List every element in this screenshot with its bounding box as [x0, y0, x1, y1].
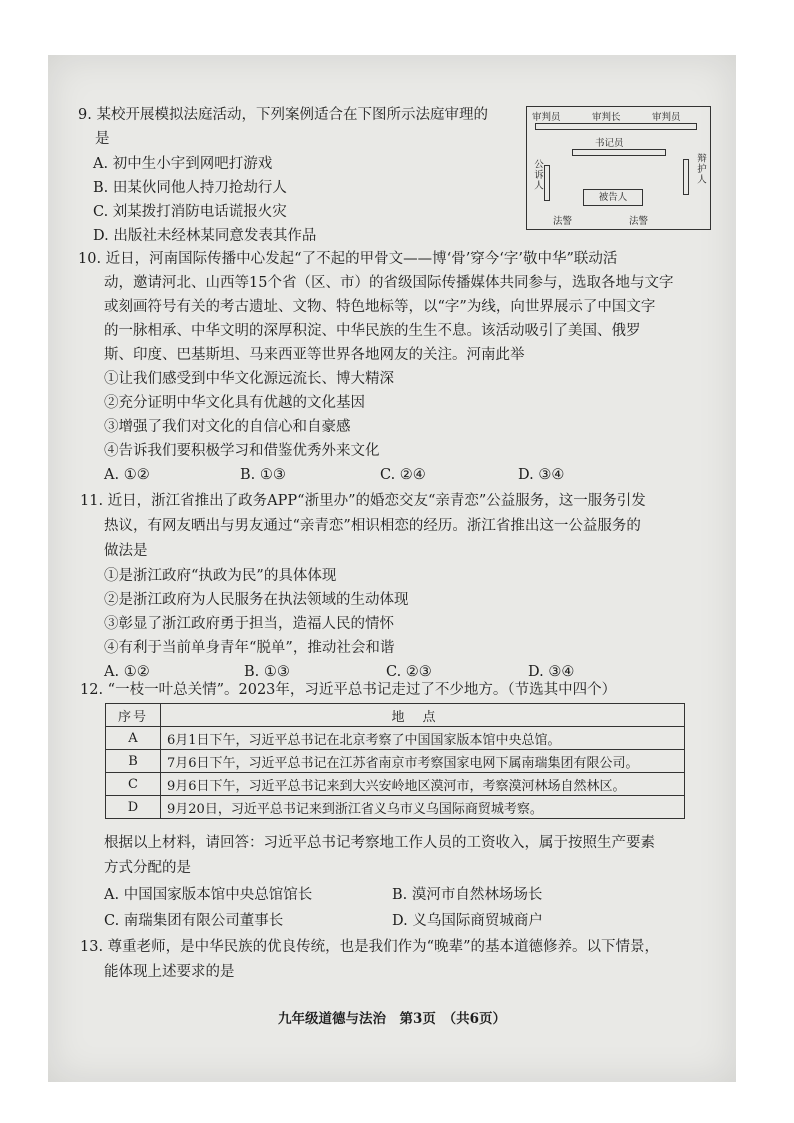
q11-option-a: A. ①②	[104, 664, 150, 680]
defender-desk	[683, 159, 689, 195]
court-police-left: 法警	[553, 216, 573, 227]
q10-option-c: C. ②④	[380, 467, 426, 483]
q12-stem: 12. “一枝一叶总关情”。2023年，习近平总书记走过了不少地方。（节选其中四个）	[80, 682, 617, 698]
q12-ask-line2: 方式分配的是	[104, 860, 191, 876]
table-cell-place: 9月6日下午，习近平总书记来到大兴安岭地区漠河市，考察漠河林场自然林区。	[161, 773, 685, 796]
q9-option-b: B. 田某伙同他人持刀抢劫行人	[93, 180, 287, 196]
q10-statement-4: ④告诉我们要积极学习和借鉴优秀外来文化	[104, 443, 380, 459]
judges-bench	[535, 123, 697, 130]
table-row	[106, 773, 685, 796]
q11-statement-3: ③彰显了浙江政府勇于担当，造福人民的情怀	[104, 616, 394, 632]
q10-stem-line4: 的一脉相承、中华文明的深厚积淀、中华民族的生生不息。该活动吸引了美国、俄罗	[104, 323, 641, 339]
court-clerk: 书记员	[595, 138, 624, 149]
court-prosecutor: 公诉人	[532, 159, 543, 191]
q12-option-d: D. 义乌国际商贸城商户	[392, 913, 543, 929]
table-header-place: 地点	[161, 704, 685, 727]
q11-stem-line1: 11. 近日，浙江省推出了政务APP“浙里办”的婚恋交友“亲青恋”公益服务，这一服务引发	[80, 493, 646, 509]
court-police-right: 法警	[629, 216, 649, 227]
q12-option-a: A. 中国国家版本馆中央总馆馆长	[104, 887, 313, 903]
q10-stem-line2: 动，邀请河北、山西等15个省（区、市）的省级国际传播媒体共同参与，选取各地与文字	[104, 275, 674, 291]
q10-statement-2: ②充分证明中华文化具有优越的文化基因	[104, 395, 365, 411]
q12-option-c: C. 南瑞集团有限公司董事长	[104, 913, 284, 929]
clerk-desk	[572, 149, 666, 156]
table-row	[106, 750, 685, 773]
court-judge-right: 审判员	[652, 112, 681, 123]
q10-stem-line5: 斯、印度、巴基斯坦、马来西亚等世界各地网友的关注。河南此举	[104, 347, 525, 363]
q9-stem-line1: 9. 某校开展模拟法庭活动，下列案例适合在下图所示法庭审理的	[78, 107, 488, 123]
q12-ask-line1: 根据以上材料，请回答：习近平总书记考察地工作人员的工资收入，属于按照生产要素	[104, 835, 655, 851]
court-judge-left: 审判员	[532, 112, 561, 123]
q10-option-b: B. ①③	[240, 467, 286, 483]
q11-statement-1: ①是浙江政府“执政为民”的具体体现	[104, 568, 337, 584]
courtroom-diagram	[526, 106, 711, 230]
q13-stem-line1: 13. 尊重老师，是中华民族的优良传统，也是我们作为“晚辈”的基本道德修养。以下情景，	[80, 939, 659, 955]
table-header-index: 序号	[106, 704, 161, 727]
table-header-row	[106, 704, 685, 727]
page-footer: 九年级道德与法治 第3页 （共6页）	[277, 1011, 507, 1027]
q10-option-a: A. ①②	[104, 467, 150, 483]
defendant-box: 被告人	[583, 189, 643, 206]
q11-statement-2: ②是浙江政府为人民服务在执法领域的生动体现	[104, 592, 409, 608]
q11-option-d: D. ③④	[528, 664, 575, 680]
q10-stem-line1: 10. 近日，河南国际传播中心发起“了不起的甲骨文——博‘骨’穿今‘字’敬中华”联动活	[78, 251, 618, 267]
table-cell-place: 6月1日下午，习近平总书记在北京考察了中国国家版本馆中央总馆。	[161, 727, 685, 750]
inspection-table	[105, 703, 685, 819]
q11-statement-4: ④有利于当前单身青年“脱单”，推动社会和谐	[104, 640, 395, 656]
q11-option-b: B. ①③	[244, 664, 290, 680]
q11-stem-line2: 热议，有网友晒出与男友通过“亲青恋”相识相恋的经历。浙江省推出这一公益服务的	[104, 518, 641, 534]
q9-option-d: D. 出版社未经林某同意发表其作品	[93, 228, 317, 244]
q12-option-b: B. 漠河市自然林场场长	[392, 887, 543, 903]
table-cell-index: B	[106, 750, 161, 773]
table-row	[106, 727, 685, 750]
q10-stem-line3: 或刻画符号有关的考古遗址、文物、特色地标等，以“字”为线，向世界展示了中国文字	[104, 299, 656, 315]
table-cell-place: 9月20日，习近平总书记来到浙江省义乌市义乌国际商贸城考察。	[161, 796, 685, 819]
prosecutor-desk	[544, 165, 550, 201]
q9-option-c: C. 刘某拨打消防电话谎报火灾	[93, 204, 287, 220]
q11-stem-line3: 做法是	[104, 543, 148, 559]
table-cell-index: D	[106, 796, 161, 819]
court-chief-judge: 审判长	[592, 112, 621, 123]
table-cell-place: 7月6日下午，习近平总书记在江苏省南京市考察国家电网下属南瑞集团有限公司。	[161, 750, 685, 773]
table-cell-index: C	[106, 773, 161, 796]
q10-statement-3: ③增强了我们对文化的自信心和自豪感	[104, 419, 351, 435]
q11-option-c: C. ②③	[386, 664, 432, 680]
exam-page	[48, 55, 736, 1082]
q10-statement-1: ①让我们感受到中华文化源远流长、博大精深	[104, 371, 394, 387]
court-defender: 辩护人	[695, 153, 706, 185]
q9-stem-line2: 是	[95, 131, 110, 147]
q9-option-a: A. 初中生小宇到网吧打游戏	[93, 156, 273, 172]
table-cell-index: A	[106, 727, 161, 750]
q10-option-d: D. ③④	[518, 467, 565, 483]
table-row	[106, 796, 685, 819]
q13-stem-line2: 能体现上述要求的是	[104, 964, 235, 980]
